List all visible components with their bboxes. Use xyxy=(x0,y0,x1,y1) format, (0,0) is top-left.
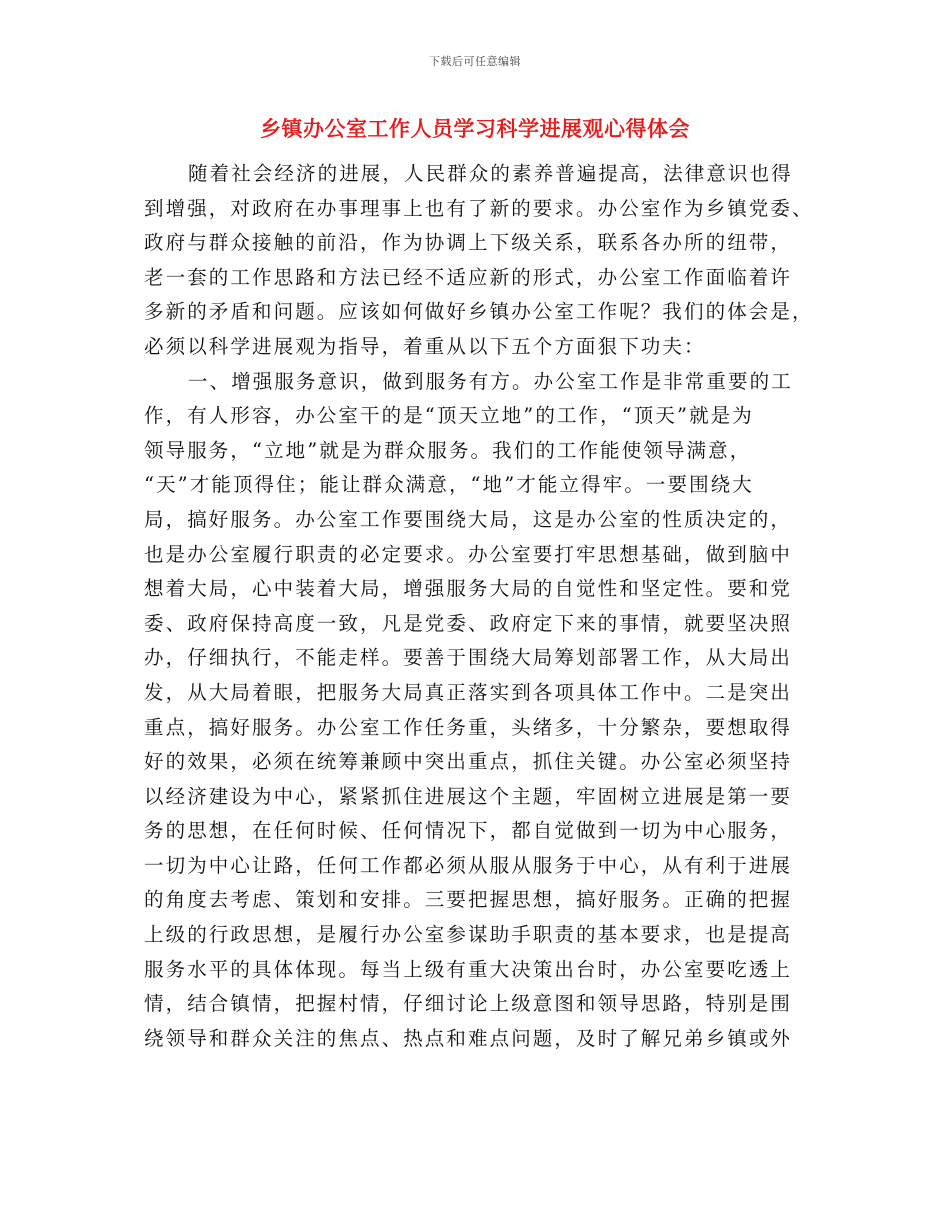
text-line: 绕领导和群众关注的焦点、热点和难点问题，及时了解兄弟乡镇或外 xyxy=(144,1026,793,1050)
text-line: 委、政府保持高度一致，凡是党委、政府定下来的事情，就要坚决照 xyxy=(144,611,793,635)
text-line: 服务水平的具体体现。每当上级有重大决策出台时，办公室要吃透上 xyxy=(144,957,793,981)
text-line: 随着社会经济的进展，人民群众的素养普遍提高，法律意识也得 xyxy=(188,162,793,185)
text-line: 一切为中心让路，任何工作都必须从服从服务于中心，从有利于进展 xyxy=(144,853,793,877)
text-line: 必须以科学进展观为指导，着重从以下五个方面狠下功夫： xyxy=(144,334,706,358)
text-line: 的角度去考虑、策划和安排。三要把握思想，搞好服务。正确的把握 xyxy=(144,888,793,912)
text-line: 政府与群众接触的前沿，作为协调上下级关系，联系各办所的纽带， xyxy=(144,231,793,255)
text-line: 局，搞好服务。办公室工作要围绕大局，这是办公室的性质决定的， xyxy=(144,507,793,531)
text-line: 作，有人形容，办公室干的是“顶天立地”的工作，“顶天”就是为 xyxy=(144,404,754,428)
text-line: 以经济建设为中心，紧紧抓住进展这个主题，牢固树立进展是第一要 xyxy=(144,784,793,808)
text-line: 也是办公室履行职责的必定要求。办公室要打牢思想基础，做到脑中 xyxy=(144,542,793,566)
text-line: 领导服务，“立地”就是为群众服务。我们的工作能使领导满意， xyxy=(144,438,752,462)
text-line: 一、增强服务意识，做到服务有方。办公室工作是非常重要的工 xyxy=(188,369,793,393)
text-line: 上级的行政思想，是履行办公室参谋助手职责的基本要求，也是提高 xyxy=(144,923,793,947)
text-line: 到增强，对政府在办事理事上也有了新的要求。办公室作为乡镇党委、 xyxy=(144,196,814,220)
text-line: 办，仔细执行，不能走样。要善于围绕大局筹划部署工作，从大局出 xyxy=(144,646,793,670)
document-body xyxy=(144,157,814,1056)
text-line: 务的思想，在任何时候、任何情况下，都自觉做到一切为中心服务， xyxy=(144,819,793,843)
text-line: 多新的矛盾和问题。应该如何做好乡镇办公室工作呢？我们的体会是， xyxy=(144,300,814,324)
download-note: 下载后可任意编辑 xyxy=(429,55,521,68)
text-line: 老一套的工作思路和方法已经不适应新的形式，办公室工作面临着许 xyxy=(144,265,793,289)
document-title: 乡镇办公室工作人员学习科学进展观心得体会 xyxy=(260,116,690,141)
text-line: 重点，搞好服务。办公室工作任务重，头绪多，十分繁杂，要想取得 xyxy=(144,715,793,739)
text-line: 想着大局，心中装着大局，增强服务大局的自觉性和坚定性。要和党 xyxy=(144,577,793,601)
text-line: 发，从大局着眼，把服务大局真正落实到各项具体工作中。二是突出 xyxy=(144,680,793,704)
text-line: “天”才能顶得住；能让群众满意，“地”才能立得牢。一要围绕大 xyxy=(144,473,754,497)
text-line: 好的效果，必须在统筹兼顾中突出重点，抓住关键。办公室必须坚持 xyxy=(144,750,793,774)
text-line: 情，结合镇情，把握村情，仔细讨论上级意图和领导思路，特别是围 xyxy=(144,992,793,1016)
